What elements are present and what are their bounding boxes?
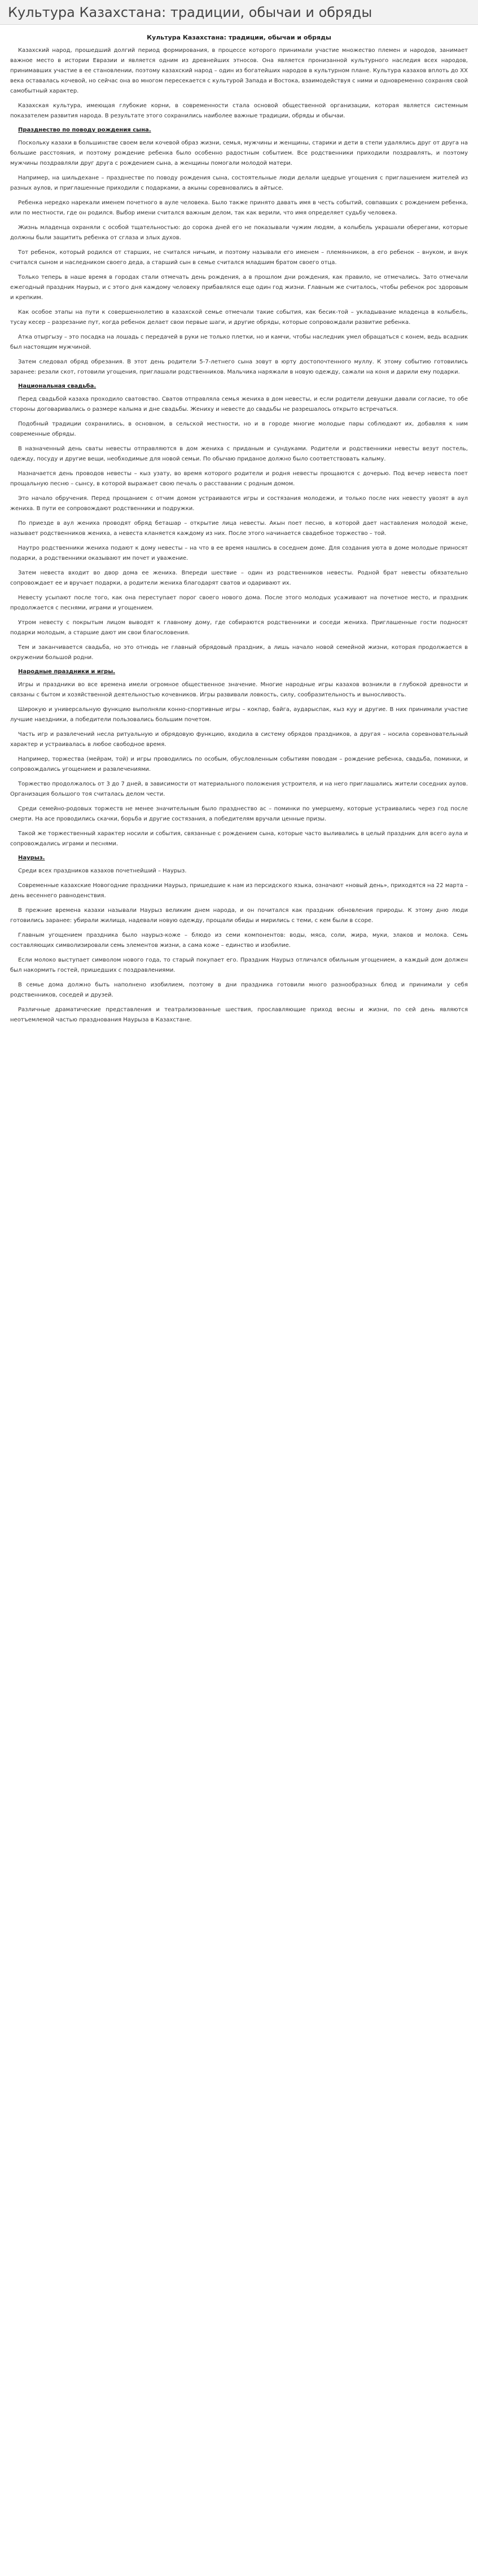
section-paragraph: В назначенный день сваты невесты отправляются в дом жениха с приданым и сундуками. Родители и родственники невесты везут постель, одежду, посуду и другие вещи, необходимые для новой семьи. По обычаю приданое должно было соответствовать калыму. xyxy=(10,446,468,462)
article-content xyxy=(10,46,468,1025)
section-paragraph: Подобный традиции сохранились, в основном, в сельской местности, но и в городе многие молодые пары соблюдают их, добавляя к ним современные обряды. xyxy=(10,421,468,437)
section-paragraph: Современные казахские Новогодние праздники Наурыз, пришедшие к нам из персидского языка, означают «новый день», приходятся на 22 марта – день весеннего равноденствия. xyxy=(10,883,468,899)
section-paragraph: Широкую и универсальную функцию выполняли конно-спортивные игры – кокпар, байга, аударыспак, кыз куу и другие. В них принимали участие лучшие наездники, а победители пользовались большим почетом. xyxy=(10,706,468,723)
section-heading: Празднество по поводу рождения сына. xyxy=(18,127,151,133)
section-paragraph: В прежние времена казахи называли Наурыз великим днем народа, и он почитался как праздник обновления природы. К этому дню люди готовились заранее: убирали жилища, надевали новую одежду, прощали обиды и мирились с теми, с кем были в ссоре. xyxy=(10,907,468,924)
section-paragraph: Атка отыргызу – это посадка на лошадь с передачей в руки не только плетки, но и камчи, чтобы наследник умел обращаться с конем, ведь всадник был настоящим мужчиной. xyxy=(10,334,468,350)
section-heading: Национальная свадьба. xyxy=(18,383,97,389)
section-paragraph: Ребенка нередко нарекали именем почетного в ауле человека. Было также принято давать имя в честь событий, совпавших с рождением ребенка, или по местности, где он родился. Выбор имени считался важным делом, так как верили, что имя определяет судьбу человека. xyxy=(10,200,468,216)
section-paragraph: Среди всех праздников казахов почетнейший – Наурыз. xyxy=(18,868,187,874)
section-paragraph: Тот ребенок, который родился от старших, не считался ничьим, и поэтому называли его именем – племянником, а его ребенок – внуком, и внук считался сыном и наследником своего деда, а старший сын в семье считался младшим братом своего отца. xyxy=(10,249,468,266)
section-paragraph: Утром невесту с покрытым лицом выводят к главному дому, где собираются родственники и соседи жениха. Приглашенные гости подносят подарки молодым, а старшие дают им свои благословения. xyxy=(10,620,468,636)
section-paragraph: Только теперь в наше время в городах стали отмечать день рождения, а в прошлом дни рождения, как правило, не отмечались. Зато отмечали ежегодный праздник Наурыз, и с этого дня каждому человеку прибавлялся еще один год жизни. Главным же считалось, чтобы ребенок рос здоровым и крепким. xyxy=(10,274,468,301)
intro-paragraph: Казахская культура, имеющая глубокие корни, в современности стала основой общественной организации, которая является системным показателем развития народа. В результате этого сохранились наиболее важные традиции, обряды и обычаи. xyxy=(10,103,468,119)
article-subtitle: Культура Казахстана: традиции, обычаи и обряды xyxy=(147,34,331,41)
section-paragraph: Жизнь младенца охраняли с особой тщательностью: до сорока дней его не показывали чужим людям, а колыбель украшали оберегами, которые должны были защитить ребенка от сглаза и злых духов. xyxy=(10,225,468,241)
section-paragraph: Торжество продолжалось от 3 до 7 дней, в зависимости от материального положения устроителя, и на него приглашались жители соседних аулов. Организация большого тоя считалась делом чести. xyxy=(10,781,468,797)
section-paragraph: Игры и праздники во все времена имели огромное общественное значение. Многие народные игры казахов возникли в глубокой древности и связаны с бытом и хозяйственной деятельностью кочевников. Игры развивали ловкость, силу, сообразительность и выносливость. xyxy=(10,682,468,698)
section-paragraph: Часть игр и развлечений несла ритуальную и обрядовую функцию, входила в систему обрядов праздников, а другая – носила соревновательный характер и устраивалась в любое свободное время. xyxy=(10,731,468,748)
article-body xyxy=(0,25,478,1025)
section-paragraph: Такой же торжественный характер носили и события, связанные с рождением сына, которые часто выливались в целый праздник для всего аула и сопровождались играми и песнями. xyxy=(10,831,468,847)
section-paragraph: Затем следовал обряд обрезания. В этот день родители 5-7-летнего сына зовут в юрту достопочтенного муллу. К этому событию готовились заранее: резали скот, готовили угощения, приглашали родственников. Мальчика наряжали в новую одежду, сажали на коня и дарили ему подарки. xyxy=(10,359,468,375)
section-paragraph: Это начало обручения. Перед прощанием с отчим домом устраиваются игры и состязания молодежи, и только после них невесту увозят в аул жениха. В пути ее сопровождают родственники и подружки. xyxy=(10,495,468,512)
section-paragraph: Среди семейно-родовых торжеств не менее значительным было празднество ас – поминки по умершему, которые устраивались через год после смерти. На асе проводились скачки, борьба и другие состязания, а победителям вручали ценные призы. xyxy=(10,806,468,822)
section-paragraph: Затем невеста входит во двор дома ее жениха. Впереди шествие – один из родственников невесты. Родной брат невесты обязательно сопровождает ее и вручает подарки, а родители жениха благодарят сватов и одаривают их. xyxy=(10,570,468,586)
page-header xyxy=(0,0,478,25)
section-paragraph: Поскольку казахи в большинстве своем вели кочевой образ жизни, семья, мужчины и женщины, старики и дети в степи удалялись друг от друга на большие расстояния, и поэтому рождение ребенка было особенно радостным событием. Все родственники приходили поздравлять, и поэтому мужчины поздравляли друг друга с рождением сына, а женщины помогали молодой матери. xyxy=(10,140,468,166)
section-paragraph: По приезде в аул жениха проводят обряд беташар – открытие лица невесты. Акын поет песню, в которой дает наставления молодой жене, называет родственников жениха, а невеста кланяется каждому из них. После этого начинается свадебное торжество – той. xyxy=(10,520,468,537)
section-paragraph: Наутро родственники жениха подают к дому невесты – на что в ее время нашлись в соседнем доме. Для создания уюта в доме молодые приносят подарки, а родственники оказывают им почет и уважение. xyxy=(10,545,468,561)
section-paragraph: Тем и заканчивается свадьба, но это отнюдь не главный обрядовый праздник, а лишь начало новой семейной жизни, которая продолжается в окружении большой родни. xyxy=(10,644,468,661)
section-paragraph: Например, торжества (мейрам, той) и игры проводились по особым, обусловленным событиям поводам – рождение ребенка, свадьба, поминки, и сопровождались угощением и развлечениями. xyxy=(10,756,468,773)
section-paragraph: В семье дома должно быть наполнено изобилием, поэтому в дни праздника готовили много разнообразных блюд и принимали у себя родственников, соседей и друзей. xyxy=(10,982,468,998)
intro-paragraph: Казахский народ, прошедший долгий период формирования, в процессе которого принимали участие множество племен и народов, занимает важное место в истории Евразии и является одним из древнейших этносов. Она является пронизанной культурного наследия всех народов, принимавших участие в ее становлении, поэтому казахский народ – один из богатейших народов в культурном плане. Культура казахов вплоть до XX века оставалась кочевой, но сейчас она во многом пересекается с культурой Запада и Востока, взаимодействуя с ними и одновременно сохраняя свой самобытный характер. xyxy=(10,47,468,94)
section-paragraph: Главным угощением праздника было наурыз-коже – блюдо из семи компонентов: воды, мяса, соли, жира, муки, злаков и молока. Семь составляющих символизировали семь элементов жизни, а сама коже – единство и изобилие. xyxy=(10,932,468,949)
section-paragraph: Если молоко выступает символом нового года, то старый покупает его. Праздник Наурыз отличался обильным угощением, а каждый дом должен был накормить гостей, пришедших с поздравлениями. xyxy=(10,957,468,973)
section-paragraph: Невесту усыпают после того, как она переступает порог своего нового дома. После этого молодых усаживают на почетное место, и праздник продолжается с песнями, играми и угощением. xyxy=(10,595,468,611)
section-paragraph: Перед свадьбой казаха проходило сватовство. Сватов отправляла семья жениха в дом невесты, и если родители девушки давали согласие, то обе стороны договаривались о размере калыма и дне свадьбы. Жениху и невесте до свадьбы не разрешалось открыто встречаться. xyxy=(10,396,468,412)
page-title: Культура Казахстана: традиции, обычаи и обряды xyxy=(8,4,372,20)
section-paragraph: Как особое этапы на пути к совершеннолетию в казахской семье отмечали такие события, как бесик-той – укладывание младенца в колыбель, тусау кесер – разрезание пут, когда ребенок делает свои первые шаги, и другие обряды, которые сопровождали развитие ребенка. xyxy=(10,309,468,326)
section-heading: Народные праздники и игры. xyxy=(18,669,116,675)
section-paragraph: Например, на шильдехане – празднестве по поводу рождения сына, состоятельные люди делали щедрые угощения с приглашением жителей из разных аулов, и приглашенные приходили с подарками, а акыны соревновались в айтысе. xyxy=(10,175,468,191)
section-heading: Наурыз. xyxy=(18,855,45,861)
section-paragraph: Назначается день проводов невесты – кыз узату, во время которого родители и родня невесты прощаются с дочерью. Под вечер невеста поет прощальную песню – сынсу, в которой выражает свою печаль о расставании с родным домом. xyxy=(10,471,468,487)
section-paragraph: Различные драматические представления и театрализованные шествия, прославляющие приход весны и жизни, по сей день являются неотъемлемой частью празднования Наурыза в Казахстане. xyxy=(10,1007,468,1023)
